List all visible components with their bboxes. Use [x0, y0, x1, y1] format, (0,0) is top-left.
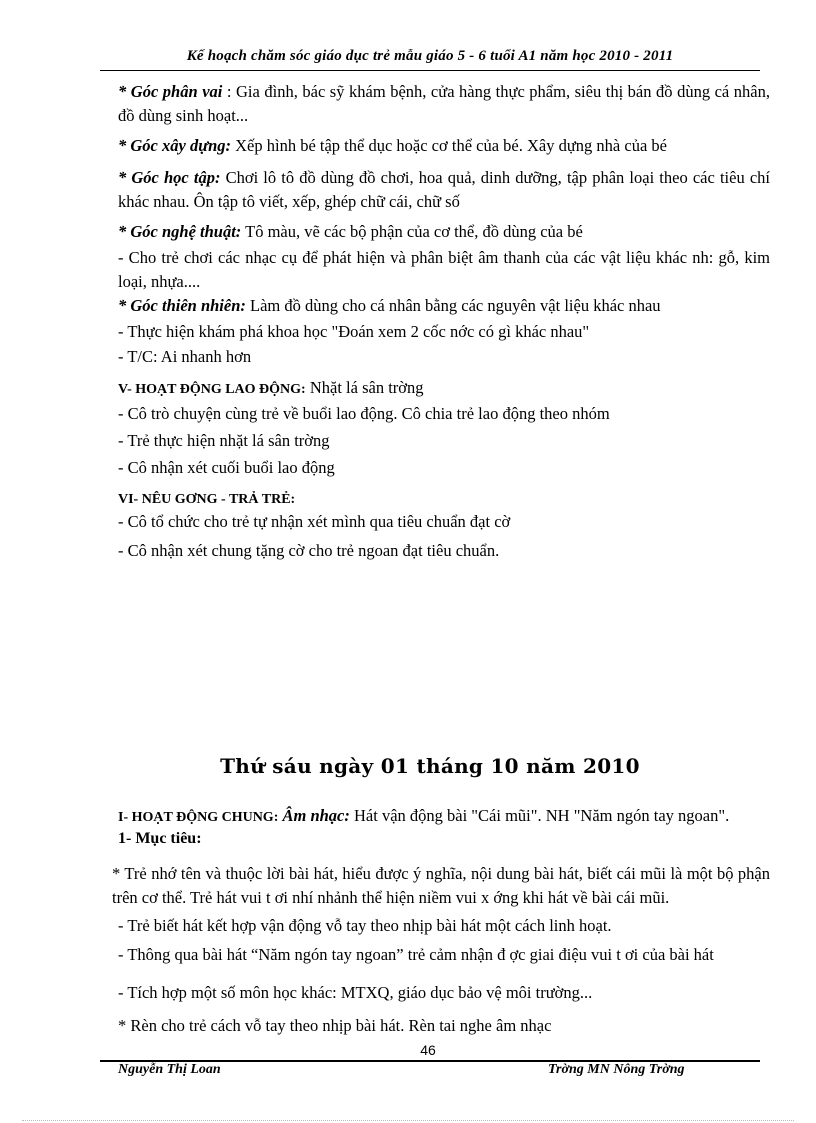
build-corner-text: Xếp hình bé tập thể dục hoặc cơ thể của bé. Xây dựng nhà của bé — [231, 136, 667, 155]
role-corner-label: * Góc phân vai — [118, 82, 223, 101]
role-corner-paragraph — [118, 80, 770, 128]
nature-corner-text: Làm đồ dùng cho cá nhân bằng các nguyên vật liệu khác nhau — [245, 296, 661, 315]
nature-corner-label: * Góc thiên nhiên: — [118, 296, 246, 315]
footer-author: Nguyễn Thị Loan — [118, 1062, 221, 1077]
game-line: - T/C: Ai nhanh hơn — [118, 347, 252, 366]
build-corner-paragraph — [118, 134, 770, 158]
goal-line: - Tích hợp một số môn học khác: MTXQ, giáo dục bảo vệ môi trường... — [118, 983, 593, 1002]
science-line: - Thực hiện khám phá khoa học "Đoán xem 2 cốc nớc có gì khác nhau" — [118, 322, 590, 341]
review-line: - Cô tổ chức cho trẻ tự nhận xét mình qua tiêu chuẩn đạt cờ — [118, 512, 511, 531]
goal-line: - Trẻ biết hát kết hợp vận động vỗ tay theo nhịp bài hát một cách linh hoạt. — [118, 916, 612, 935]
labor-line: - Cô nhận xét cuối buổi lao động — [118, 458, 335, 477]
study-corner-text: Chơi lô tô đồ dùng đồ chơi, hoa quả, dinh dưỡng, tập phân loại theo các tiêu chí khác nhau. Ôn tập tô viết, xếp, ghép chữ cái, chữ số — [118, 168, 770, 211]
page-number: 46 — [420, 1042, 436, 1058]
study-corner-label: * Góc học tập: — [118, 168, 221, 187]
build-corner-label: * Góc xây dựng: — [118, 136, 231, 155]
goal-line: - Thông qua bài hát “Năm ngón tay ngoan” trẻ cảm nhận đ ợc giai điệu vui t ơi của bài hát — [118, 945, 714, 964]
activity-text: Hát vận động bài "Cái mũi". NH "Năm ngón tay ngoan". — [349, 806, 730, 825]
labor-heading-label: V- HOẠT ĐỘNG LAO ĐỘNG: — [118, 382, 306, 397]
footer-school: Trờng MN Nông Trờng — [548, 1062, 685, 1077]
day-title: Thứ sáu ngày 01 tháng 10 năm 2010 — [220, 754, 640, 778]
activity-heading-label: I- HOẠT ĐỘNG CHUNG: — [118, 810, 279, 825]
labor-line: - Trẻ thực hiện nhặt lá sân trờng — [118, 431, 330, 450]
labor-heading — [118, 376, 770, 402]
activity-subject: Âm nhạc: — [278, 806, 350, 825]
nature-corner-paragraph — [118, 294, 770, 318]
goal-heading-label: 1- Mục tiêu: — [118, 830, 202, 847]
music-instruments-line: - Cho trẻ chơi các nhạc cụ để phát hiện và phân biệt âm thanh của các vật liệu khác nh: gỗ, kim loại, nhựa.... — [118, 248, 770, 291]
goal-line: * Rèn cho trẻ cách vỗ tay theo nhịp bài hát. Rèn tai nghe âm nhạc — [118, 1016, 552, 1035]
art-corner-paragraph — [118, 220, 770, 244]
page-edge — [22, 1120, 794, 1121]
art-corner-label: * Góc nghệ thuật: — [118, 222, 242, 241]
review-heading — [118, 486, 770, 512]
art-corner-text: Tô màu, vẽ các bộ phận của cơ thể, đồ dùng của bé — [241, 222, 583, 241]
role-corner-text: : Gia đình, bác sỹ khám bệnh, cửa hàng thực phẩm, siêu thị bán đồ dùng cá nhân, đồ dùng sinh hoạt... — [118, 82, 770, 125]
labor-heading-text: Nhặt lá sân trờng — [305, 378, 424, 397]
goal-paragraph: * Trẻ nhớ tên và thuộc lời bài hát, hiểu được ý nghĩa, nội dung bài hát, biết cái mũi là một bộ phận trên cơ thể. Trẻ hát vui t ơi nhí nhảnh thể hiện niềm vui x ớng khi hát về bài cái mũi. — [112, 864, 770, 907]
goal-heading — [118, 826, 770, 851]
running-header: Kế hoạch chăm sóc giáo dục trẻ mẫu giáo 5 - 6 tuổi A1 năm học 2010 - 2011 — [186, 48, 674, 64]
review-heading-label: VI- NÊU GƠNG - TRẢ TRẺ: — [118, 492, 296, 507]
header-rule — [100, 70, 760, 71]
review-line: - Cô nhận xét chung tặng cờ cho trẻ ngoan đạt tiêu chuẩn. — [118, 541, 500, 560]
study-corner-paragraph — [118, 166, 770, 214]
labor-line: - Cô trò chuyện cùng trẻ về buổi lao động. Cô chia trẻ lao động theo nhóm — [118, 404, 610, 423]
